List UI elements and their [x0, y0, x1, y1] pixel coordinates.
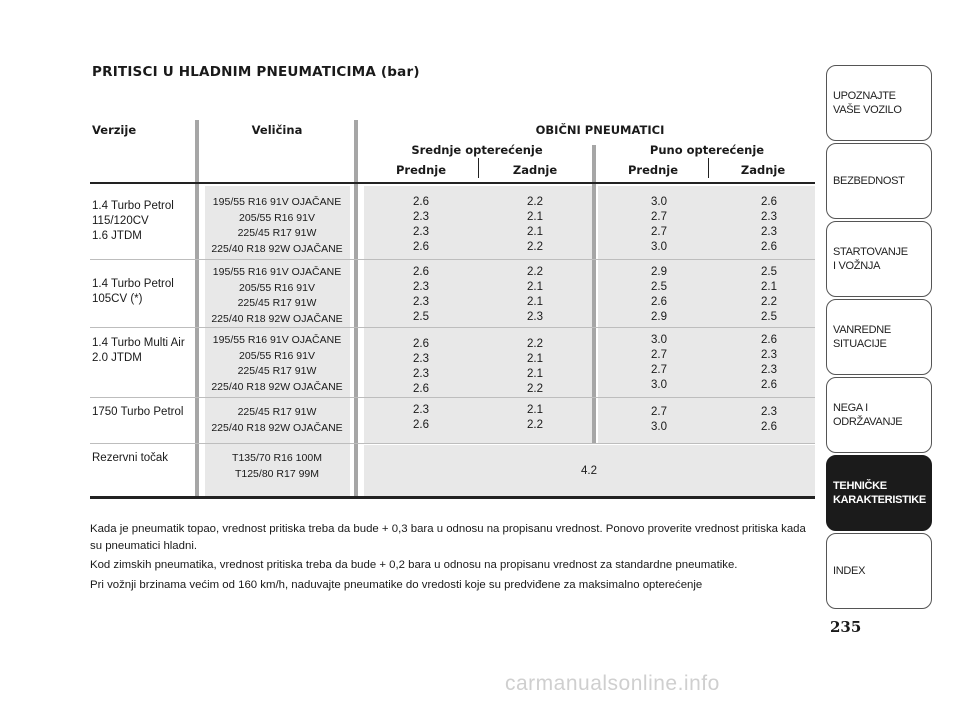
tab-vanredne[interactable]: VANREDNE SITUACIJE: [826, 299, 932, 375]
page-number: 235: [830, 618, 862, 636]
pressure-cell: 3.0 2.7 2.7 3.0: [651, 196, 667, 253]
version-cell: 1.4 Turbo Petrol 115/120CV 1.6 JTDM: [92, 200, 174, 242]
version-cell: Rezervni točak: [92, 452, 169, 464]
header-size: Veličina: [251, 123, 303, 137]
tab-tehnicke[interactable]: TEHNIČKE KARAKTERISTIKE: [826, 455, 932, 531]
tab-startovanje[interactable]: STARTOVANJE I VOŽNJA: [826, 221, 932, 297]
header-rule: [90, 182, 815, 184]
row-rule: [90, 443, 815, 444]
tab-bezbednost[interactable]: BEZBEDNOST: [826, 143, 932, 219]
subheader-separator: [708, 158, 709, 178]
size-cell: 225/45 R17 91W 225/40 R18 92W OJAČANE: [211, 406, 343, 434]
page-title: PRITISCI U HLADNIM PNEUMATICIMA (bar): [92, 64, 420, 80]
version-cell: 1.4 Turbo Petrol 105CV (*): [92, 278, 174, 305]
spare-pressure-cell: 4.2: [581, 465, 597, 477]
pressure-cell: 2.6 2.3 2.3 2.5: [413, 266, 429, 323]
note: Pri vožnji brzinama većim od 160 km/h, naduvajte pneumatike do vredosti koje su predviđene za maksimalno opterećenje: [90, 578, 703, 591]
pressure-cell: 2.1 2.2: [527, 404, 543, 431]
note: Kod zimskih pneumatika, vrednost pritiska treba da bude + 0,2 bara u odnosu na propisanu vrednost za standardne pneumatike.: [90, 559, 738, 571]
header-rear: Zadnje: [740, 163, 786, 177]
tab-nega[interactable]: NEGA I ODRŽAVANJE: [826, 377, 932, 453]
tab-upoznajte[interactable]: UPOZNAJTE VAŠE VOZILO: [826, 65, 932, 141]
size-cell: T135/70 R16 100M T125/80 R17 99M: [232, 452, 322, 480]
pressure-cell: 2.3 2.6: [413, 404, 429, 431]
subheader-separator: [478, 158, 479, 178]
header-front: Prednje: [627, 163, 679, 177]
tab-index[interactable]: INDEX: [826, 533, 932, 609]
table-bottom-rule: [90, 496, 815, 499]
column-divider: [195, 120, 199, 496]
column-divider: [354, 120, 358, 496]
header-medium-load: Srednje opterećenje: [411, 143, 543, 157]
pressure-cell: 3.0 2.7 2.7 3.0: [651, 334, 667, 391]
watermark: carmanualsonline.info: [505, 672, 720, 695]
size-cell: 195/55 R16 91V OJAČANE 205/55 R16 91V 225/45 R17 91W 225/40 R18 92W OJAČANE: [211, 266, 343, 325]
header-front: Prednje: [395, 163, 447, 177]
size-cell: 195/55 R16 91V OJAČANE 205/55 R16 91V 225/45 R17 91W 225/40 R18 92W OJAČANE: [211, 334, 343, 393]
pressure-cell: 2.6 2.3 2.3 2.6: [413, 338, 429, 395]
row-rule: [90, 259, 815, 260]
pressure-cell: 2.3 2.6: [761, 406, 777, 433]
tyre-pressure-table: [90, 118, 815, 498]
pressure-cell: 2.6 2.3 2.3 2.6: [413, 196, 429, 253]
pressure-band-full: [598, 186, 815, 443]
pressure-cell: 2.9 2.5 2.6 2.9: [651, 266, 667, 323]
header-version: Verzije: [92, 123, 137, 137]
header-full-load: Puno opterećenje: [649, 143, 765, 157]
pressure-cell: 2.2 2.1 2.1 2.2: [527, 338, 543, 395]
header-rear: Zadnje: [512, 163, 558, 177]
pressure-band-medium: [364, 186, 592, 443]
pressure-cell: 2.2 2.1 2.1 2.2: [527, 196, 543, 253]
note: Kada je pneumatik topao, vrednost pritiska treba da bude + 0,3 bara u odnosu na propisanu vrednost. Ponovo proverite vrednost pritiska kada su pneumatici hladni.: [90, 523, 806, 552]
header-normal-tyres: OBIČNI PNEUMATICI: [535, 123, 665, 137]
pressure-cell: 2.6 2.3 2.3 2.6: [761, 196, 777, 253]
row-rule: [90, 397, 815, 398]
pressure-cell: 2.6 2.3 2.3 2.6: [761, 334, 777, 391]
column-divider: [592, 145, 596, 443]
size-cell: 195/55 R16 91V OJAČANE 205/55 R16 91V 225/45 R17 91W 225/40 R18 92W OJAČANE: [211, 196, 343, 255]
pressure-cell: 2.2 2.1 2.1 2.3: [527, 266, 543, 323]
notes: [90, 521, 820, 596]
version-cell: 1750 Turbo Petrol: [92, 406, 184, 418]
pressure-cell: 2.5 2.1 2.2 2.5: [761, 266, 777, 323]
version-cell: 1.4 Turbo Multi Air 2.0 JTDM: [92, 337, 185, 364]
pressure-cell: 2.7 3.0: [651, 406, 667, 433]
row-rule: [90, 327, 815, 328]
